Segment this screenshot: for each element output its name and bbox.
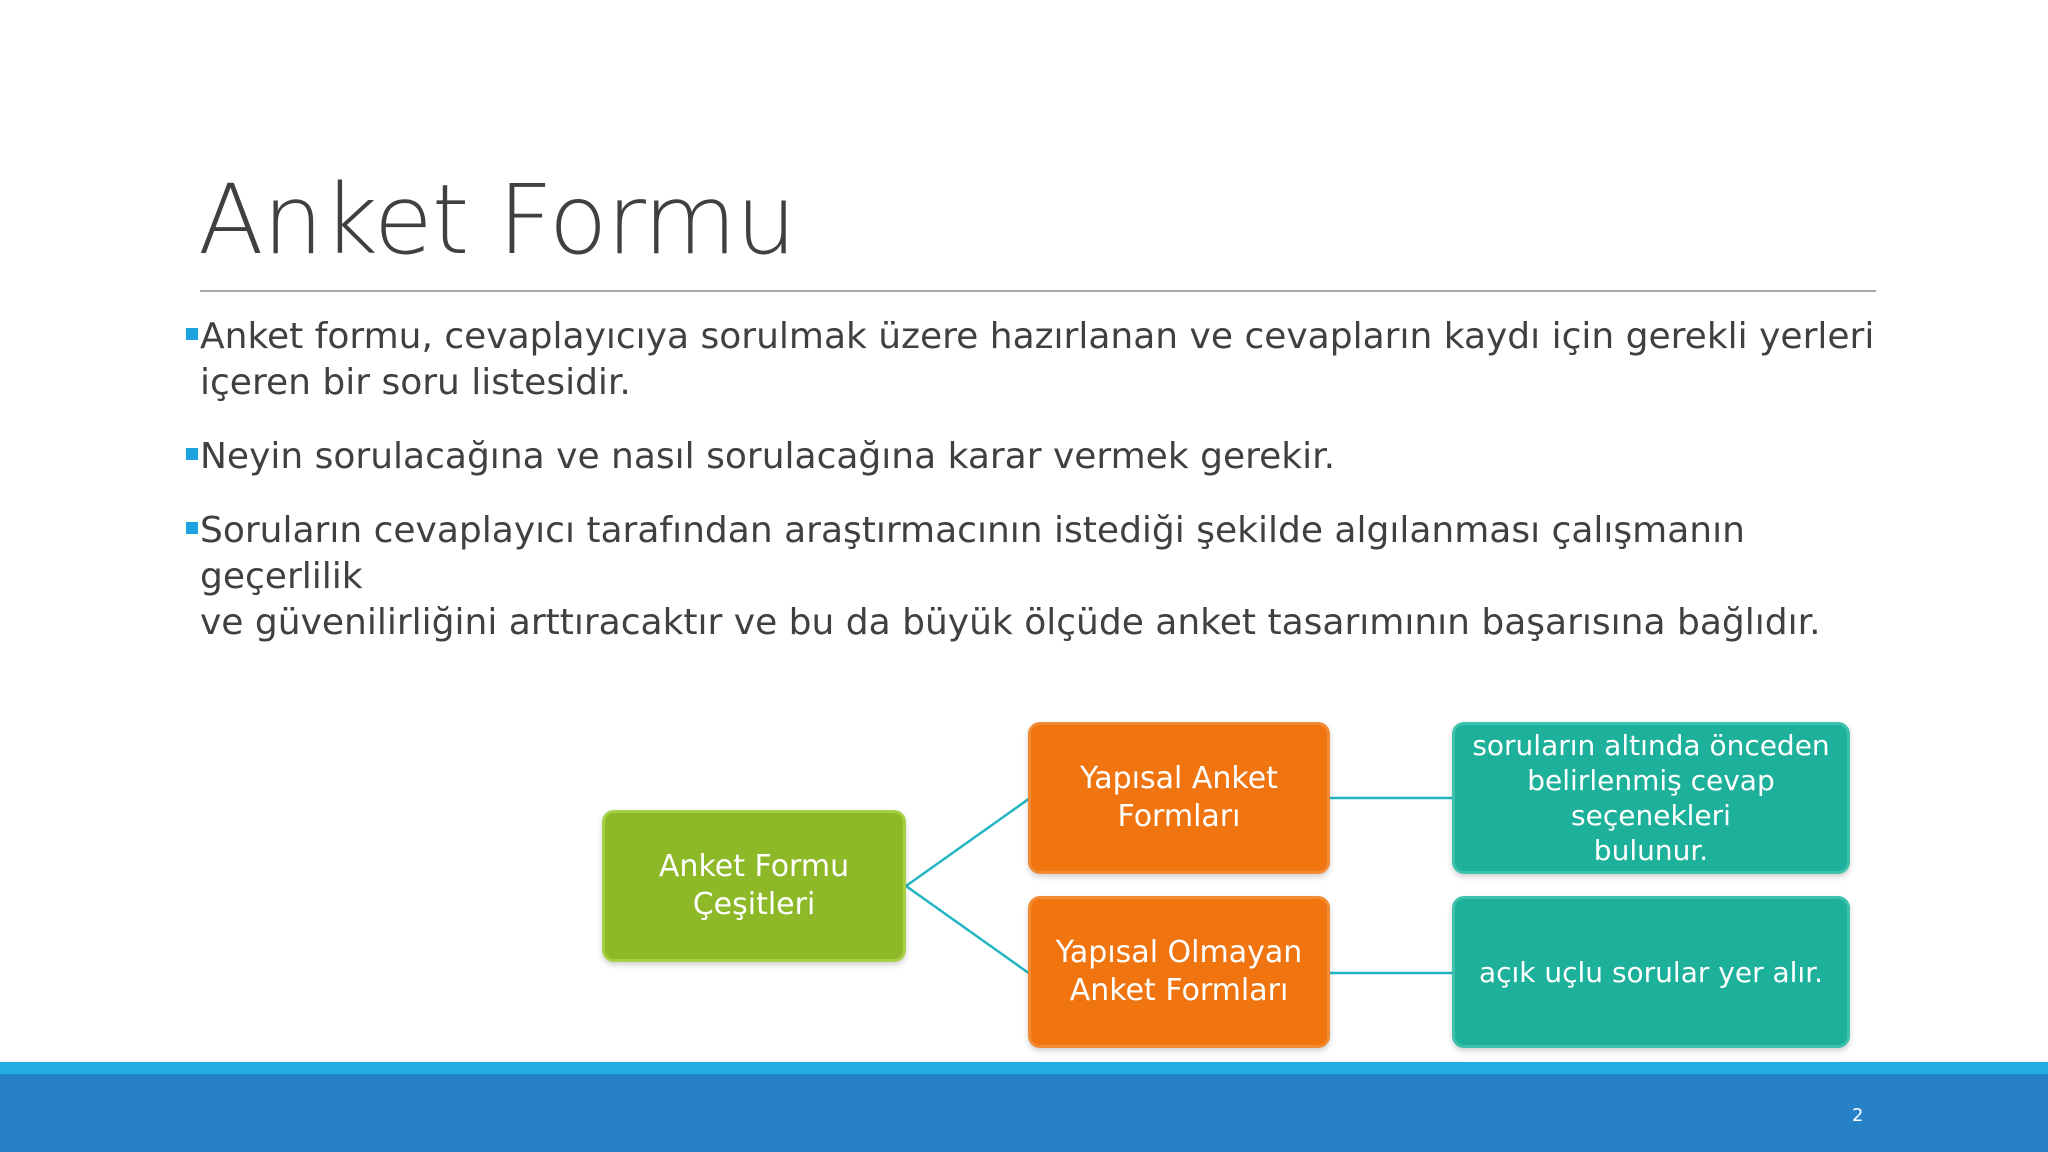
page-number: 2 xyxy=(1852,1105,1864,1126)
unstructured-description-node xyxy=(1452,896,1850,1048)
structured-description-text-line2: belirlenmiş cevap seçenekleri xyxy=(1527,764,1775,832)
root-node-label-line2: Çeşitleri xyxy=(692,887,816,922)
structured-description-text: soruların altında önceden xyxy=(1472,729,1830,762)
bullet-text-continued: içeren bir soru listesidir. xyxy=(200,362,631,403)
structured-description-node xyxy=(1452,722,1850,874)
root-node-label: Anket Formu xyxy=(658,849,850,884)
root-node xyxy=(602,810,906,962)
structured-description-text-line3: bulunur. xyxy=(1593,834,1709,867)
structured-forms-node xyxy=(1028,722,1330,874)
structured-forms-label: Yapısal Anket xyxy=(1080,761,1278,796)
footer-bar xyxy=(0,1074,2048,1152)
bullet-text: Anket formu, cevaplayıcıya sorulmak üzere hazırlanan ve cevapların kaydı için gerekli yerleri xyxy=(200,316,1875,357)
unstructured-description-text: açık uçlu sorular yer alır. xyxy=(1478,955,1824,989)
footer-accent-stripe xyxy=(0,1062,2048,1074)
structured-forms-label-line2: Formları xyxy=(1117,799,1241,834)
bullet-text: Soruların cevaplayıcı tarafından araştırmacının istediği şekilde algılanması çalışmanın geçerlilik xyxy=(200,510,1745,597)
unstructured-forms-label: Yapısal Olmayan xyxy=(1055,935,1303,970)
unstructured-forms-node xyxy=(1028,896,1330,1048)
connector-root-to-structured xyxy=(906,798,1030,886)
connector-root-to-unstructured xyxy=(906,886,1030,974)
unstructured-forms-label-line2: Anket Formları xyxy=(1069,973,1289,1008)
bullet-text: Neyin sorulacağına ve nasıl sorulacağına karar vermek gerekir. xyxy=(200,436,1336,477)
bullet-text-continued: ve güvenilirliğini arttıracaktır ve bu da büyük ölçüde anket tasarımının başarısına bağlıdır. xyxy=(200,602,1821,643)
slide-title: Anket Formu xyxy=(198,164,796,276)
